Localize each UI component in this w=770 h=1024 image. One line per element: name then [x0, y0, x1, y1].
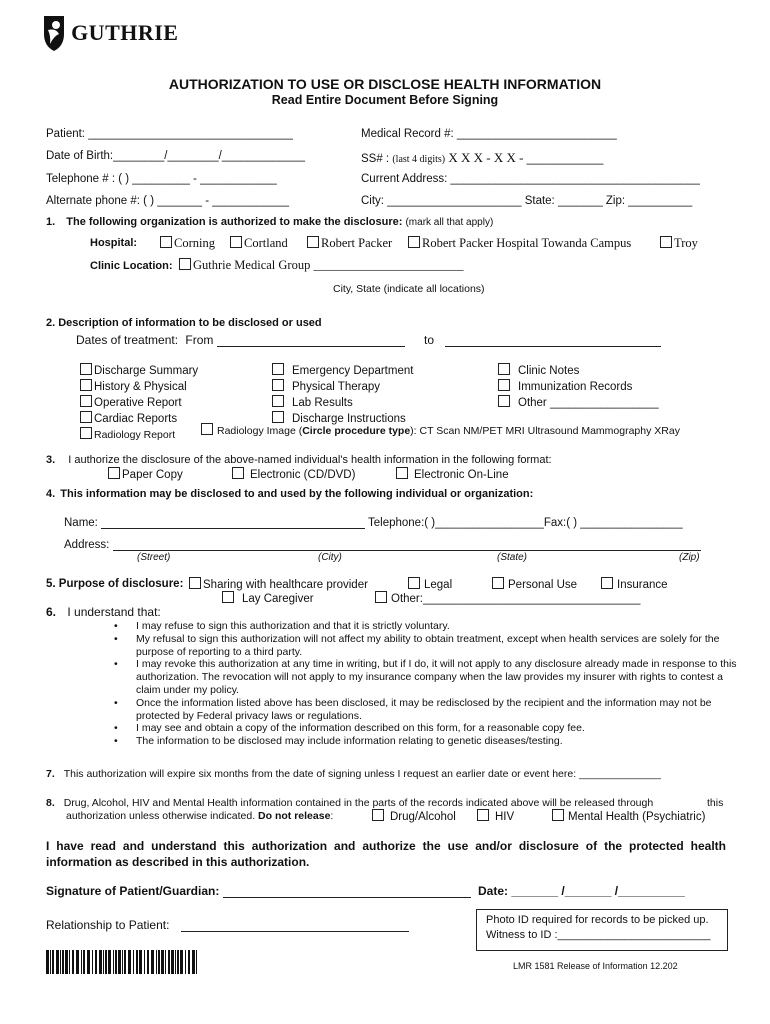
barcode-bar: [69, 950, 70, 974]
barcode-bar: [72, 950, 74, 974]
ssn-label: SS# :: [361, 153, 390, 165]
hospital-towanda[interactable]: [408, 236, 631, 251]
understand-list: [114, 620, 748, 748]
option-label: Insurance: [617, 579, 668, 591]
from-label: From: [185, 333, 214, 347]
option-label: Drug/Alcohol: [390, 811, 456, 823]
option-other[interactable]: [498, 395, 659, 411]
guthrie-shield-icon: [42, 14, 66, 52]
circle-procedure-text: Circle procedure type: [302, 425, 411, 437]
section3-number: 3.: [46, 454, 56, 466]
section6-heading: [46, 605, 161, 619]
section5-label: Purpose of disclosure:: [58, 578, 184, 590]
barcode-bar: [92, 950, 93, 974]
option-label: Electronic On-Line: [414, 469, 509, 481]
barcode-bar: [185, 950, 186, 974]
barcode-bar: [188, 950, 190, 974]
address-zip-caption: (Zip): [679, 552, 700, 563]
dates-of-treatment[interactable]: [76, 333, 405, 347]
list-item: • I may see and obtain a copy of the information described on this form, for a reasonable copy fee.: [136, 722, 748, 735]
barcode-bar: [168, 950, 170, 974]
hospital-robert-packer[interactable]: [307, 236, 392, 251]
logo-name: GUTHRIE: [71, 20, 179, 45]
barcode-bar: [161, 950, 164, 974]
option-label: Discharge Summary: [94, 365, 199, 377]
guthrie-logo: [42, 14, 178, 52]
option-label: Other _________________: [518, 397, 659, 409]
checkbox[interactable]: [272, 411, 284, 423]
barcode-bar: [151, 950, 154, 974]
barcode-bar: [122, 950, 123, 974]
option-label: Immunization Records: [518, 381, 633, 393]
section2-heading: 2. Description of information to be disclosed or used: [46, 317, 322, 329]
barcode-bar: [105, 950, 107, 974]
section4-heading: [46, 488, 533, 500]
option-label: Paper Copy: [122, 469, 183, 481]
checkbox[interactable]: [230, 236, 242, 248]
option-discharge-summary[interactable]: [80, 363, 198, 379]
section8-number: 8.: [46, 797, 55, 809]
hospital-towanda-label: Robert Packer Hospital Towanda Campus: [422, 236, 632, 250]
list-item: • I may refuse to sign this authorization and that it is strictly voluntary.: [136, 620, 748, 633]
option-label: Other:__________________________________: [391, 593, 641, 605]
records-col1: [80, 363, 198, 443]
address-street-caption: (Street): [137, 552, 171, 563]
form-id: LMR 1581 Release of Information 12.202: [513, 961, 678, 971]
barcode-bar: [99, 950, 102, 974]
option-lab-results[interactable]: [272, 395, 413, 411]
signature-field[interactable]: [46, 884, 471, 898]
barcode-bar: [115, 950, 117, 974]
checkbox[interactable]: [498, 395, 510, 407]
checkbox[interactable]: [272, 395, 284, 407]
option-radiology-report[interactable]: [80, 427, 198, 443]
barcode-bar: [128, 950, 131, 974]
barcode-bar: [156, 950, 157, 974]
checkbox[interactable]: [189, 577, 201, 589]
ssn-line: ____________: [526, 153, 604, 165]
section8-line1: [46, 797, 653, 809]
option-label: Cardiac Reports: [94, 413, 178, 425]
signature-label: Signature of Patient/Guardian:: [46, 884, 220, 898]
radiology-types: ): CT Scan NM/PET MRI Ultrasound Mammography XRay: [410, 425, 680, 437]
recipient-name-label: Name:: [64, 517, 98, 529]
dob-field[interactable]: Date of Birth:________/________/_____________: [46, 150, 305, 162]
relationship-line[interactable]: [181, 920, 409, 932]
radiology-image-label: Radiology Image (: [217, 425, 303, 437]
section7-text: This authorization will expire six months from the date of signing unless I request an earlier date or event here: ______________: [63, 768, 661, 780]
section7[interactable]: [46, 768, 661, 780]
checkbox[interactable]: [477, 809, 489, 821]
hospital-corning[interactable]: [160, 236, 215, 251]
barcode-bar: [136, 950, 138, 974]
option-label: Discharge Instructions: [292, 413, 406, 425]
records-col3: [498, 363, 659, 411]
barcode-bar: [165, 950, 166, 974]
to-label: to: [424, 333, 435, 347]
section3-heading: [46, 454, 552, 466]
purpose-insurance[interactable]: [601, 577, 668, 591]
barcode-bar: [113, 950, 114, 974]
option-label: Clinic Notes: [518, 365, 580, 377]
alternate-phone-field[interactable]: Alternate phone #: ( ) _______ - ____________: [46, 195, 289, 207]
clinic-option-label: Guthrie Medical Group ________________________: [193, 258, 464, 272]
option-clinic-notes[interactable]: [498, 363, 659, 379]
option-label: Emergency Department: [292, 365, 414, 377]
option-cardiac-reports[interactable]: [80, 411, 198, 427]
checkbox[interactable]: [498, 363, 510, 375]
barcode-bar: [103, 950, 104, 974]
clinic-location-label: Clinic Location:: [90, 260, 173, 272]
barcode-bar: [118, 950, 121, 974]
section5-heading: [46, 578, 183, 590]
checkbox[interactable]: [396, 467, 408, 479]
barcode-bar: [124, 950, 126, 974]
section8-colon: :: [330, 810, 334, 822]
barcode-bar: [50, 950, 51, 974]
address-state-caption: (State): [497, 552, 528, 563]
checkbox[interactable]: [80, 395, 92, 407]
option-label: Radiology Report: [94, 429, 176, 441]
barcode-bar: [133, 950, 134, 974]
hospital-corning-label: Corning: [174, 236, 215, 250]
barcode-bar: [192, 950, 195, 974]
purpose-legal[interactable]: [408, 577, 452, 591]
hospital-cortland-label: Cortland: [244, 236, 288, 250]
purpose-lay-caregiver[interactable]: [222, 591, 314, 605]
checkbox[interactable]: [307, 236, 319, 248]
recipient-name-line[interactable]: [101, 517, 365, 529]
section8-text2: authorization unless otherwise indicated.: [66, 810, 256, 822]
acknowledgement-statement: I have read and understand this authorization and authorize the use and/or disclosure of the protected health information as described in this authorization.: [46, 839, 726, 869]
recipient-address-field[interactable]: [64, 539, 701, 551]
checkbox[interactable]: [601, 577, 613, 589]
checkbox[interactable]: [232, 467, 244, 479]
ssn-field[interactable]: [361, 150, 603, 166]
option-label: Operative Report: [94, 397, 182, 409]
barcode-bar: [52, 950, 54, 974]
checkbox[interactable]: [272, 363, 284, 375]
checkbox[interactable]: [80, 427, 92, 439]
list-item: • The information to be disclosed may include information relating to genetic diseases/testing.: [136, 735, 748, 748]
hospital-troy[interactable]: [660, 236, 698, 251]
section8-text1: Drug, Alcohol, HIV and Mental Health information contained in the parts of the records indicated above will be released through: [63, 797, 654, 809]
checkbox[interactable]: [272, 379, 284, 391]
relationship-field[interactable]: [46, 918, 409, 932]
option-history-physical[interactable]: [80, 379, 198, 395]
checkbox[interactable]: [552, 809, 564, 821]
checkbox[interactable]: [80, 379, 92, 391]
list-item: • I may revoke this authorization at any time in writing, but if I do, it will not apply to any disclosure already made in response to this authorization. The revocation will not apply to my insurance company when the law provides my insurer with rights to contest a claim under my policy.: [136, 658, 748, 696]
barcode-bar: [196, 950, 197, 974]
section1-number: 1.: [46, 216, 56, 228]
checkbox[interactable]: [660, 236, 672, 248]
checkbox[interactable]: [160, 236, 172, 248]
checkbox[interactable]: [201, 423, 213, 435]
checkbox[interactable]: [408, 577, 420, 589]
barcode-bar: [175, 950, 176, 974]
option-label: Personal Use: [508, 579, 578, 591]
option-label: Electronic (CD/DVD): [250, 469, 356, 481]
medical-record-field[interactable]: Medical Record #: _________________________: [361, 128, 617, 140]
form-title: AUTHORIZATION TO USE OR DISCLOSE HEALTH INFORMATION: [168, 76, 602, 92]
telephone-field[interactable]: Telephone # : ( ) _________ - ____________: [46, 173, 277, 185]
barcode-bar: [87, 950, 90, 974]
section1-text: The following organization is authorized to make the disclosure:: [66, 216, 403, 228]
barcode-bar: [171, 950, 174, 974]
section5-number: 5.: [46, 578, 56, 590]
option-immunization-records[interactable]: [498, 379, 659, 395]
section6-label: I understand that:: [67, 605, 161, 619]
witness-field[interactable]: Witness to ID :_________________________: [486, 929, 711, 941]
barcode-bar: [95, 950, 97, 974]
option-label: Sharing with healthcare provider: [203, 579, 368, 591]
list-item: • Once the information listed above has been disclosed, it may be redisclosed by the recipient and the information may not be protected by Federal privacy laws or regulations.: [136, 697, 748, 723]
barcode: [46, 950, 200, 977]
barcode-image: [46, 950, 200, 974]
ssn-hint: (last 4 digits): [392, 154, 446, 165]
option-label: Physical Therapy: [292, 381, 380, 393]
photo-id-note: Photo ID required for records to be picked up.: [486, 914, 709, 926]
checkbox[interactable]: [179, 258, 191, 270]
purpose-other[interactable]: [375, 591, 640, 605]
patient-field[interactable]: Patient: ________________________________: [46, 128, 293, 140]
option-label: Lay Caregiver: [242, 593, 314, 605]
exclude-mental-health[interactable]: [552, 809, 705, 823]
barcode-bar: [177, 950, 179, 974]
checkbox[interactable]: [372, 809, 384, 821]
section1-heading: [46, 216, 493, 228]
barcode-bar: [139, 950, 142, 974]
checkbox[interactable]: [108, 467, 120, 479]
purpose-sharing[interactable]: [189, 577, 368, 591]
format-paper-copy[interactable]: [108, 467, 183, 481]
checkbox[interactable]: [492, 577, 504, 589]
checkbox[interactable]: [498, 379, 510, 391]
form-subtitle: Read Entire Document Before Signing: [271, 93, 499, 107]
records-col2: [272, 363, 413, 427]
option-operative-report[interactable]: [80, 395, 198, 411]
section4-text: This information may be disclosed to and used by the following individual or organization:: [60, 488, 534, 500]
relationship-label: Relationship to Patient:: [46, 918, 170, 932]
address-city-caption: (City): [318, 552, 342, 563]
recipient-phone-fax-field[interactable]: Telephone:( )_________________Fax:( ) ________________: [368, 517, 683, 529]
option-radiology-image[interactable]: [201, 423, 680, 437]
section8-this: this: [707, 797, 724, 809]
barcode-bar: [65, 950, 68, 974]
city-state-zip-field[interactable]: City: _____________________ State: _______ Zip: __________: [361, 195, 693, 207]
barcode-bar: [46, 950, 49, 974]
barcode-bar: [158, 950, 160, 974]
barcode-bar: [180, 950, 183, 974]
section4-number: 4.: [46, 488, 56, 500]
recipient-address-line[interactable]: [113, 539, 701, 551]
purpose-personal-use[interactable]: [492, 577, 577, 591]
section8-line2: [66, 810, 333, 822]
checkbox[interactable]: [80, 363, 92, 375]
option-label: HIV: [495, 811, 515, 823]
checkbox[interactable]: [408, 236, 420, 248]
date-field[interactable]: Date: _______ /_______ /__________: [478, 884, 685, 898]
to-date[interactable]: [424, 333, 661, 347]
format-electronic-online[interactable]: [396, 467, 509, 481]
barcode-bar: [108, 950, 111, 974]
signature-line[interactable]: [223, 886, 471, 898]
barcode-bar: [76, 950, 79, 974]
dates-label: Dates of treatment:: [76, 333, 179, 347]
barcode-bar: [144, 950, 145, 974]
barcode-bar: [62, 950, 64, 974]
barcode-bar: [60, 950, 61, 974]
section3-text: I authorize the disclosure of the above-named individual's health information in the following format:: [68, 454, 552, 466]
barcode-bar: [81, 950, 82, 974]
checkbox[interactable]: [222, 591, 234, 603]
city-state-note: City, State (indicate all locations): [333, 283, 485, 295]
hospital-troy-label: Troy: [674, 236, 698, 250]
hospital-robert-packer-label: Robert Packer: [321, 236, 393, 250]
exclude-drug-alcohol[interactable]: [372, 809, 456, 823]
section7-number: 7.: [46, 768, 55, 780]
list-item: • My refusal to sign this authorization will not affect my ability to obtain treatment, except when health services are solely for the purpose of reporting to a third party.: [136, 633, 748, 659]
option-physical-therapy[interactable]: [272, 379, 413, 395]
option-label: History & Physical: [94, 381, 187, 393]
checkbox[interactable]: [80, 411, 92, 423]
hospital-label: Hospital:: [90, 237, 138, 249]
clinic-guthrie-medical-group[interactable]: [179, 258, 463, 273]
ssn-value: X X X - X X -: [448, 150, 524, 165]
format-electronic-cd[interactable]: [232, 467, 355, 481]
exclude-hiv[interactable]: [477, 809, 514, 823]
barcode-bar: [83, 950, 85, 974]
from-date-line[interactable]: [217, 335, 405, 347]
checkbox[interactable]: [375, 591, 387, 603]
recipient-address-label: Address:: [64, 539, 110, 551]
to-date-line[interactable]: [445, 335, 661, 347]
section1-hint: (mark all that apply): [405, 217, 494, 228]
barcode-bar: [147, 950, 149, 974]
option-label: Mental Health (Psychiatric): [568, 811, 706, 823]
option-label: Legal: [424, 579, 453, 591]
option-emergency-department[interactable]: [272, 363, 413, 379]
section6-number: 6.: [46, 605, 57, 619]
hospital-cortland[interactable]: [230, 236, 288, 251]
do-not-release-label: Do not release: [258, 810, 331, 822]
recipient-name-field[interactable]: [64, 517, 365, 529]
option-label: Lab Results: [292, 397, 353, 409]
barcode-bar: [56, 950, 59, 974]
current-address-field[interactable]: Current Address: _______________________________________: [361, 173, 700, 185]
